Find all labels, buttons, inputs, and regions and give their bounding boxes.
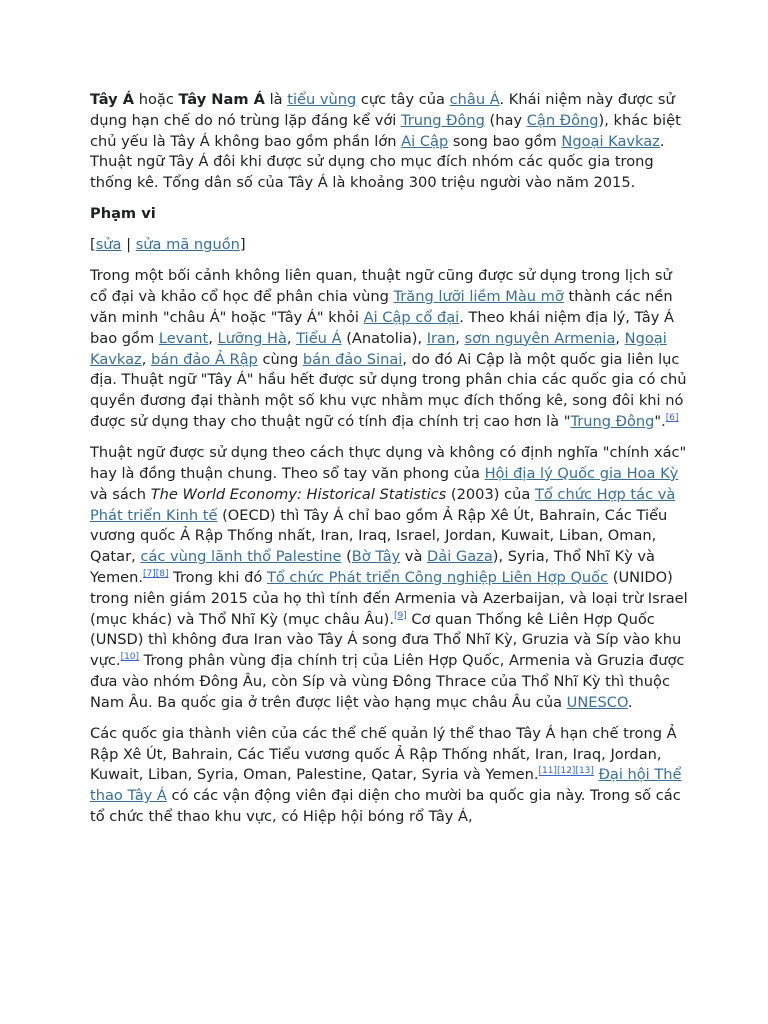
link-palestine[interactable]: các vùng lãnh thổ Palestine [140, 548, 342, 566]
ref-link-8[interactable]: [8] [155, 569, 169, 580]
link-dai-hoi-the-thao[interactable]: Đại hội Thể thao Tây Á [90, 766, 682, 805]
ref-link-12[interactable]: [12] [556, 766, 576, 777]
text: ( [341, 548, 352, 566]
separator: | [121, 236, 136, 254]
link-iran[interactable]: Iran [426, 329, 456, 347]
link-unesco[interactable]: UNESCO [566, 693, 628, 711]
text: Cơ quan Thống kê Liên Hợp Quốc (UNSD) thì không đưa Iran vào Tây Á song đưa Thổ Nhĩ Kỳ, Gruzia và Síp vào khu vực. [90, 610, 682, 670]
text: . Thuật ngữ Tây Á đôi khi được sử dụng cho mục đích nhóm các quốc gia trong thống kê. Tổng dân số của Tây Á là khoảng 300 triệu người vào năm 2015. [90, 132, 665, 192]
link-trung-dong[interactable]: Trung Đông [401, 111, 485, 129]
link-ngoai-kavkaz-2[interactable]: Ngoại Kavkaz [90, 329, 667, 368]
text: là [264, 91, 288, 108]
ref-9 [394, 611, 407, 621]
ref-link-7[interactable]: [7] [143, 569, 156, 580]
link-levant[interactable]: Levant [158, 329, 209, 347]
edit-source-link[interactable]: sửa mã nguồn [135, 236, 240, 254]
text: thành các nền văn minh "châu Á" hoặc "Tây Á" khỏi [90, 288, 673, 326]
paragraph-2 [90, 266, 690, 432]
ref-link-11[interactable]: [11] [538, 766, 557, 777]
ref-12 [557, 767, 575, 777]
link-unido[interactable]: Tổ chức Phát triển Công nghiệp Liên Hợp Quốc [266, 568, 609, 586]
text: song bao gồm [448, 132, 562, 150]
link-ban-dao-a-rap[interactable]: bán đảo Ả Rập [150, 350, 258, 368]
ref-6 [666, 413, 679, 423]
link-ai-cap-co-dai[interactable]: Ai Cập cổ đại [363, 308, 460, 326]
text: , do đó Ai Cập là một quốc gia liên lục địa. Thuật ngữ "Tây Á" hầu hết được sử dụng trong phân chia các quốc gia có chủ quyền đương đại thành một số khu vực nhằm mục đích thống kê, song đôi khi nó được sử dụng thay cho thuật ngữ có tính địa chính trị cao hơn là " [90, 350, 687, 430]
ref-10 [121, 652, 139, 662]
term-tay-a: Tây Á [90, 91, 135, 108]
text: . [627, 693, 633, 711]
text: Thuật ngữ được sử dụng theo cách thực dụng và không có định nghĩa "chính xác" hay là đồng thuận chung. Theo sổ tay văn phong của [90, 444, 687, 482]
section-heading: Phạm vi [90, 205, 156, 223]
ref-7 [143, 569, 156, 579]
intro-paragraph [90, 90, 690, 194]
link-son-nguyen-armenia[interactable]: sơn nguyên Armenia [464, 329, 616, 347]
text: cùng [257, 350, 303, 368]
text: Trong khi đó [168, 568, 267, 586]
term-tay-nam-a: Tây Nam Á [178, 91, 265, 108]
text: và sách [90, 485, 151, 503]
link-dai-gaza[interactable]: Dải Gaza [427, 548, 493, 566]
text: (hay [484, 111, 527, 129]
text: ". [654, 412, 666, 430]
edit-links [90, 235, 690, 256]
link-ai-cap[interactable]: Ai Cập [401, 132, 449, 150]
link-can-dong[interactable]: Cận Đông [526, 111, 599, 129]
text: (2003) của [446, 485, 535, 503]
text: hoặc [134, 91, 179, 108]
text: có các vận động viên đại diện cho mười ba quốc gia này. Trong số các tổ chức thể thao khu vực, có Hiệp hội bóng rổ Tây Á, [90, 787, 681, 826]
bracket-close: ] [239, 236, 246, 254]
text: ), khác biệt chủ yếu là Tây Á không bao gồm phần lớn [90, 111, 681, 150]
text: Trong phân vùng địa chính trị của Liên Hợp Quốc, Armenia và Gruzia được đưa vào nhóm Đông Âu, còn Síp và vùng Đông Thrace của Thổ Nhĩ Kỳ thì thuộc Nam Âu. Ba quốc gia ở trên được liệt vào hạng mục châu Âu của [90, 652, 685, 711]
text: Trong một bối cảnh không liên quan, thuật ngữ cũng được sử dụng trong lịch sử cổ đại và khảo cổ học để phân chia vùng [90, 267, 672, 306]
ref-link-9[interactable]: [9] [393, 610, 407, 621]
text: ), Syria, Thổ Nhĩ Kỳ và Yemen. [90, 548, 655, 586]
ref-link-10[interactable]: [10] [120, 652, 140, 663]
ref-11 [538, 767, 556, 777]
link-chau-a[interactable]: châu Á [449, 91, 500, 108]
text: , [141, 350, 151, 368]
text: , [208, 329, 218, 347]
text: , [455, 329, 465, 347]
text: (Anatolia), [341, 329, 427, 347]
link-trang-luoi-liem[interactable]: Trăng lưỡi liềm Màu mỡ [393, 288, 564, 306]
link-oecd[interactable]: Tổ chức Hợp tác và Phát triển Kinh tế [90, 485, 676, 524]
text: (OECD) thì Tây Á chỉ bao gồm Ả Rập Xê Út, Bahrain, Các Tiểu vương quốc Ả Rập Thống nhất, Iran, Iraq, Israel, Jordan, Kuwait, Liban, Oman, Qatar, [90, 506, 668, 566]
bracket-open: [ [90, 236, 96, 254]
paragraph-3 [90, 443, 690, 713]
text: . Khái niệm này được sử dụng hạn chế do nó trùng lặp đáng kể với [90, 91, 675, 129]
text: (UNIDO) trong niên giám 2015 của họ thì tính đến Armenia và Azerbaijan, và loại trừ Israel (mục khác) và Thổ Nhĩ Kỳ (mục châu Âu). [90, 568, 688, 628]
text: cực tây của [356, 91, 450, 108]
link-ban-dao-sinai[interactable]: bán đảo Sinai [302, 350, 403, 368]
link-bo-tay[interactable]: Bờ Tây [351, 548, 401, 566]
ref-link-6[interactable]: [6] [665, 413, 679, 424]
link-tieu-vung[interactable]: tiểu vùng [287, 91, 357, 108]
ref-8 [156, 569, 169, 579]
book-title: The World Economy: Historical Statistics [150, 485, 447, 503]
edit-link[interactable]: sửa [95, 236, 122, 254]
text: . Theo khái niệm địa lý, Tây Á bao gồm [90, 308, 674, 347]
paragraph-4 [90, 724, 690, 828]
link-luong-ha[interactable]: Lưỡng Hà [217, 329, 287, 347]
text: , [615, 329, 625, 347]
ref-link-13[interactable]: [13] [575, 766, 594, 777]
ref-13 [575, 767, 593, 777]
text: Các quốc gia thành viên của các thể chế quản lý thể thao Tây Á hạn chế trong Ả Rập Xê Út, Bahrain, Các Tiểu vương quốc Ả Rập Thống nhất, Iran, Iraq, Jordan, Kuwait, Liban, Syria, Oman, Palestine, Qatar, Syria và Yemen. [90, 724, 677, 784]
text: , [286, 329, 297, 347]
text: và [400, 548, 428, 566]
link-trung-dong-2[interactable]: Trung Đông [570, 412, 655, 430]
link-tieu-a[interactable]: Tiểu Á [296, 329, 342, 347]
article-body [90, 90, 690, 838]
link-hoi-dia-ly[interactable]: Hội địa lý Quốc gia Hoa Kỳ [484, 464, 679, 482]
link-ngoai-kavkaz[interactable]: Ngoại Kavkaz [561, 132, 660, 150]
